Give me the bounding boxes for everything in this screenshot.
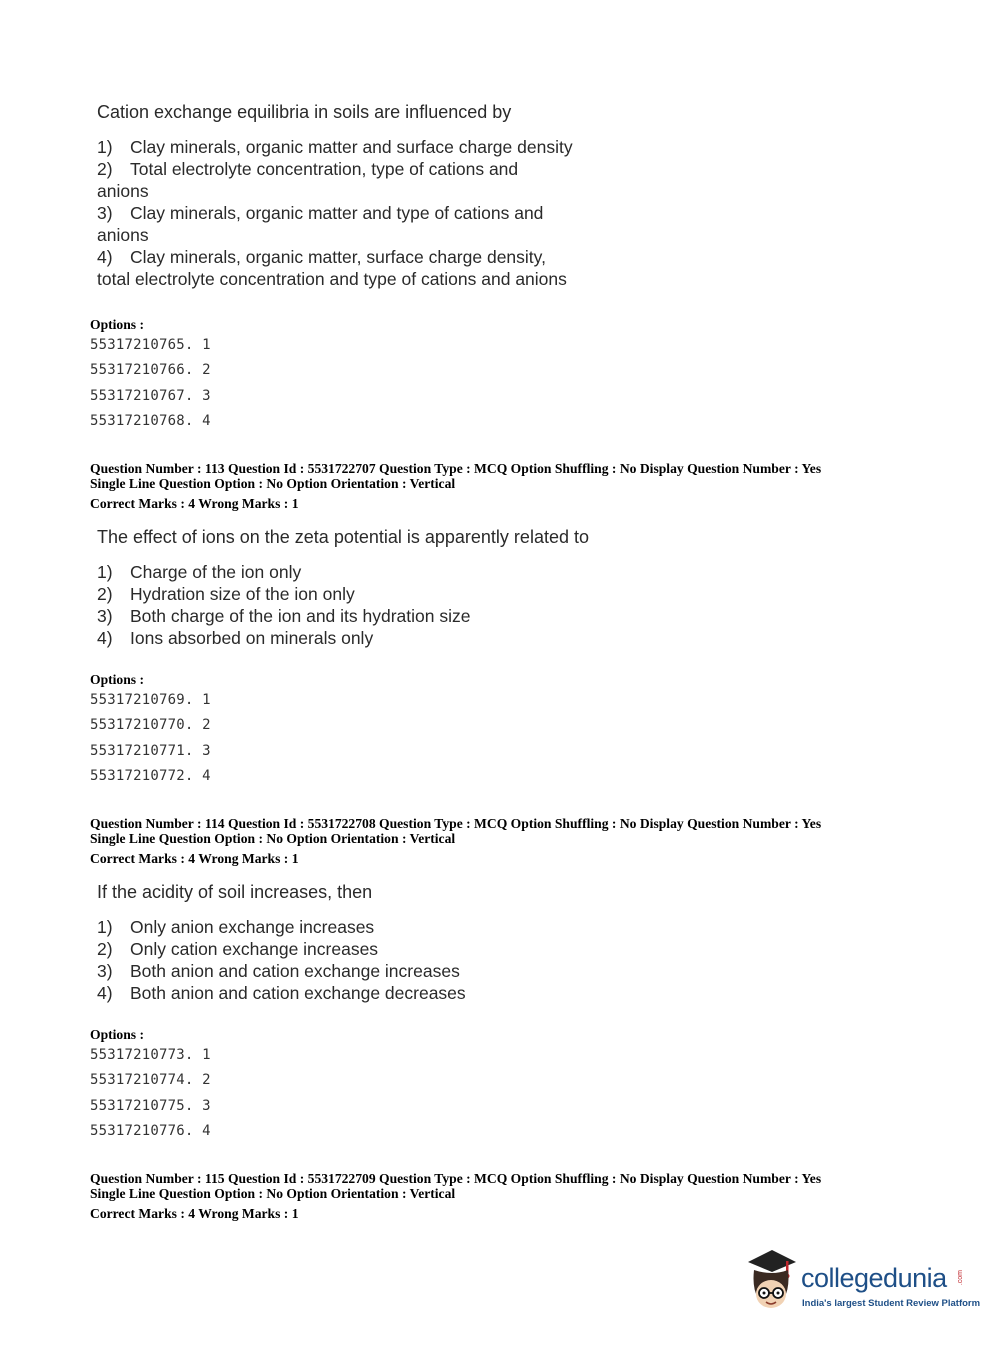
q114-choice-2: 2) Only cation exchange increases bbox=[97, 939, 379, 959]
q113-choice-3: 3) Both charge of the ion and its hydration size bbox=[97, 606, 471, 626]
q113-marks: Correct Marks : 4 Wrong Marks : 1 bbox=[90, 496, 299, 511]
q115-meta-line1: Question Number : 115 Question Id : 5531722709 Question Type : MCQ Option Shuffling : No Display Question Number : Yes bbox=[90, 1171, 822, 1186]
option-id: 55317210769. 1 bbox=[90, 692, 211, 708]
q112-options-list bbox=[90, 333, 211, 435]
q114-options-list bbox=[90, 1043, 211, 1145]
q113-choice-1: 1) Charge of the ion only bbox=[97, 562, 302, 582]
option-id: 55317210766. 2 bbox=[90, 362, 211, 379]
q113-choices bbox=[97, 561, 471, 649]
logo-suffix: .com bbox=[957, 1270, 964, 1286]
q113-meta-line2: Single Line Question Option : No Option Orientation : Vertical bbox=[90, 476, 456, 491]
q113-meta-line1: Question Number : 113 Question Id : 5531722707 Question Type : MCQ Option Shuffling : No Display Question Number : Yes bbox=[90, 461, 822, 476]
q113-options-label: Options : bbox=[90, 672, 145, 687]
q112-question-text: Cation exchange equilibria in soils are influenced by bbox=[97, 102, 512, 122]
q112-choice-2-cont: anions bbox=[97, 181, 149, 201]
option-id: 55317210771. 3 bbox=[90, 742, 211, 759]
q114-meta bbox=[90, 816, 821, 846]
q113-meta bbox=[90, 461, 821, 491]
logo-wordmark: collegedunia bbox=[801, 1263, 947, 1293]
q114-choice-3: 3) Both anion and cation exchange increases bbox=[97, 961, 460, 981]
q114-options-label: Options : bbox=[90, 1027, 145, 1042]
q115-meta bbox=[90, 1171, 821, 1201]
q114-choice-4: 4) Both anion and cation exchange decreases bbox=[97, 983, 466, 1003]
q114-meta-line2: Single Line Question Option : No Option Orientation : Vertical bbox=[90, 831, 456, 846]
q112-choices bbox=[97, 136, 573, 290]
option-id: 55317210765. 1 bbox=[90, 337, 211, 353]
option-id: 55317210773. 1 bbox=[90, 1047, 211, 1063]
q112-choice-4: 4) Clay minerals, organic matter, surface charge density, bbox=[97, 247, 546, 267]
q112-options-label: Options : bbox=[90, 317, 145, 332]
option-id: 55317210776. 4 bbox=[90, 1123, 211, 1140]
option-id: 55317210774. 2 bbox=[90, 1072, 211, 1089]
q115-meta-line2: Single Line Question Option : No Option Orientation : Vertical bbox=[90, 1186, 456, 1201]
q112-choice-1: 1) Clay minerals, organic matter and surface charge density bbox=[97, 137, 573, 157]
q114-choices bbox=[97, 916, 466, 1004]
q113-question-text: The effect of ions on the zeta potential is apparently related to bbox=[97, 527, 589, 547]
q114-choice-1: 1) Only anion exchange increases bbox=[97, 917, 375, 937]
q113-choice-2: 2) Hydration size of the ion only bbox=[97, 584, 355, 604]
q114-meta-line1: Question Number : 114 Question Id : 5531722708 Question Type : MCQ Option Shuffling : No Display Question Number : Yes bbox=[90, 816, 822, 831]
collegedunia-logo[interactable] bbox=[742, 1248, 981, 1320]
option-id: 55317210767. 3 bbox=[90, 387, 211, 404]
q112-choice-3: 3) Clay minerals, organic matter and type of cations and bbox=[97, 203, 544, 223]
q114-marks: Correct Marks : 4 Wrong Marks : 1 bbox=[90, 851, 299, 866]
q112-choice-2: 2) Total electrolyte concentration, type of cations and bbox=[97, 159, 519, 179]
option-id: 55317210768. 4 bbox=[90, 413, 211, 430]
q112-choice-4-cont: total electrolyte concentration and type of cations and anions bbox=[97, 269, 567, 289]
q114-question-text: If the acidity of soil increases, then bbox=[97, 882, 373, 902]
option-id: 55317210772. 4 bbox=[90, 768, 211, 785]
graduate-mascot-icon bbox=[742, 1248, 800, 1316]
option-id: 55317210770. 2 bbox=[90, 717, 211, 734]
q112-choice-3-cont: anions bbox=[97, 225, 149, 245]
q113-options-list bbox=[90, 688, 211, 790]
q115-marks: Correct Marks : 4 Wrong Marks : 1 bbox=[90, 1206, 299, 1221]
option-id: 55317210775. 3 bbox=[90, 1097, 211, 1114]
q113-choice-4: 4) Ions absorbed on minerals only bbox=[97, 628, 374, 648]
logo-tagline: India's largest Student Review Platform bbox=[802, 1298, 981, 1309]
